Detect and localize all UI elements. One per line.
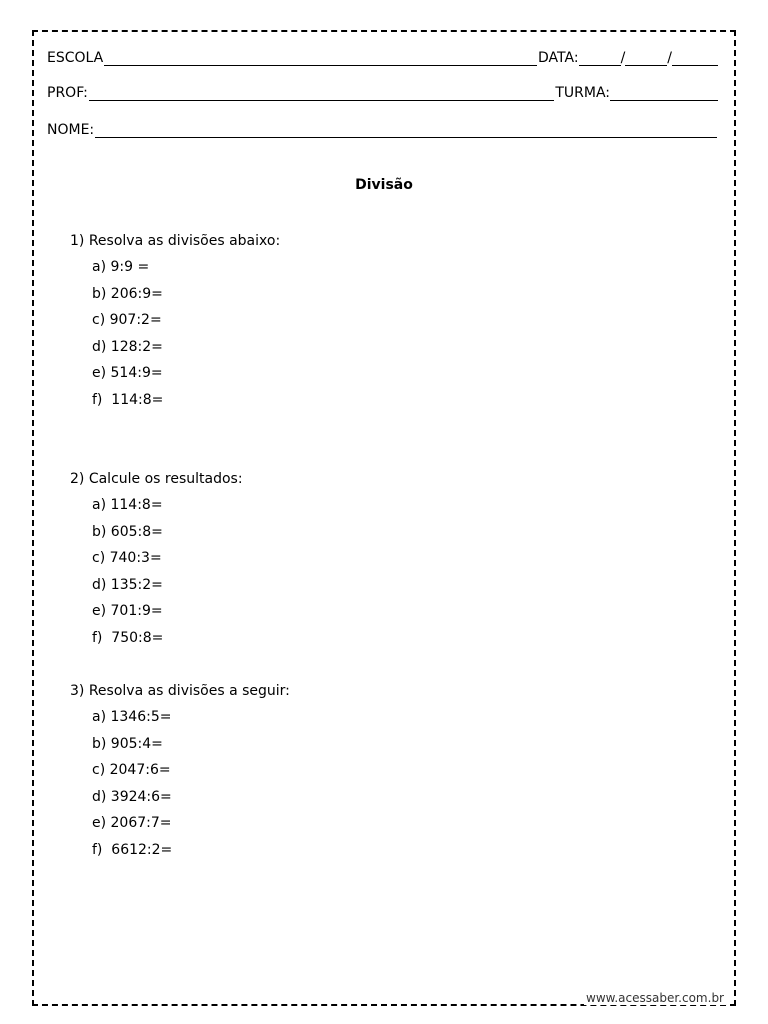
question-title: 1) Resolva as divisões abaixo: [70, 233, 281, 249]
exercise-item: f) 6612:2= [92, 841, 173, 858]
date-year-field[interactable] [672, 52, 718, 66]
exercise-item: b) 206:9= [92, 285, 163, 302]
exercise-item: e) 701:9= [92, 603, 163, 620]
date-day-field[interactable] [579, 52, 621, 66]
exercise-list [70, 492, 243, 652]
exercise-item: c) 740:3= [92, 550, 162, 567]
name-line [47, 116, 718, 138]
date-month-field[interactable] [625, 52, 667, 66]
school-date-line [47, 44, 718, 66]
turma-field[interactable] [610, 87, 718, 101]
exercise-item: d) 3924:6= [92, 788, 172, 805]
question-title: 3) Resolva as divisões a seguir: [70, 683, 290, 699]
date-separator: / [667, 50, 672, 66]
page-title: Divisão [355, 177, 413, 193]
exercise-item: a) 9:9 = [92, 259, 150, 275]
exercise-item: a) 1346:5= [92, 709, 172, 725]
exercise-item: c) 2047:6= [92, 762, 171, 779]
question-1 [70, 228, 280, 414]
escola-label: ESCOLA [47, 50, 104, 66]
exercise-item: f) 750:8= [92, 629, 164, 646]
exercise-item: b) 605:8= [92, 523, 163, 540]
turma-label: TURMA: [555, 85, 610, 101]
footer-website: www.acessaber.com.br [586, 991, 724, 1005]
exercise-item: e) 2067:7= [92, 815, 172, 832]
exercise-item: e) 514:9= [92, 365, 163, 382]
exercise-list [70, 254, 280, 414]
nome-field[interactable] [95, 124, 717, 138]
question-2 [70, 466, 243, 652]
exercise-item: d) 128:2= [92, 338, 163, 355]
exercise-item: a) 114:8= [92, 497, 163, 513]
exercise-item: f) 114:8= [92, 391, 164, 408]
teacher-class-line [47, 79, 718, 101]
question-3 [70, 678, 290, 864]
exercise-item: d) 135:2= [92, 576, 163, 593]
question-title: 2) Calcule os resultados: [70, 471, 243, 487]
data-label: DATA: [538, 50, 579, 66]
exercise-item: b) 905:4= [92, 735, 163, 752]
prof-label: PROF: [47, 85, 88, 101]
nome-label: NOME: [47, 122, 95, 138]
exercise-list [70, 704, 290, 864]
date-separator: / [620, 50, 626, 66]
escola-field[interactable] [104, 52, 537, 66]
prof-field[interactable] [89, 87, 554, 101]
exercise-item: c) 907:2= [92, 312, 162, 329]
